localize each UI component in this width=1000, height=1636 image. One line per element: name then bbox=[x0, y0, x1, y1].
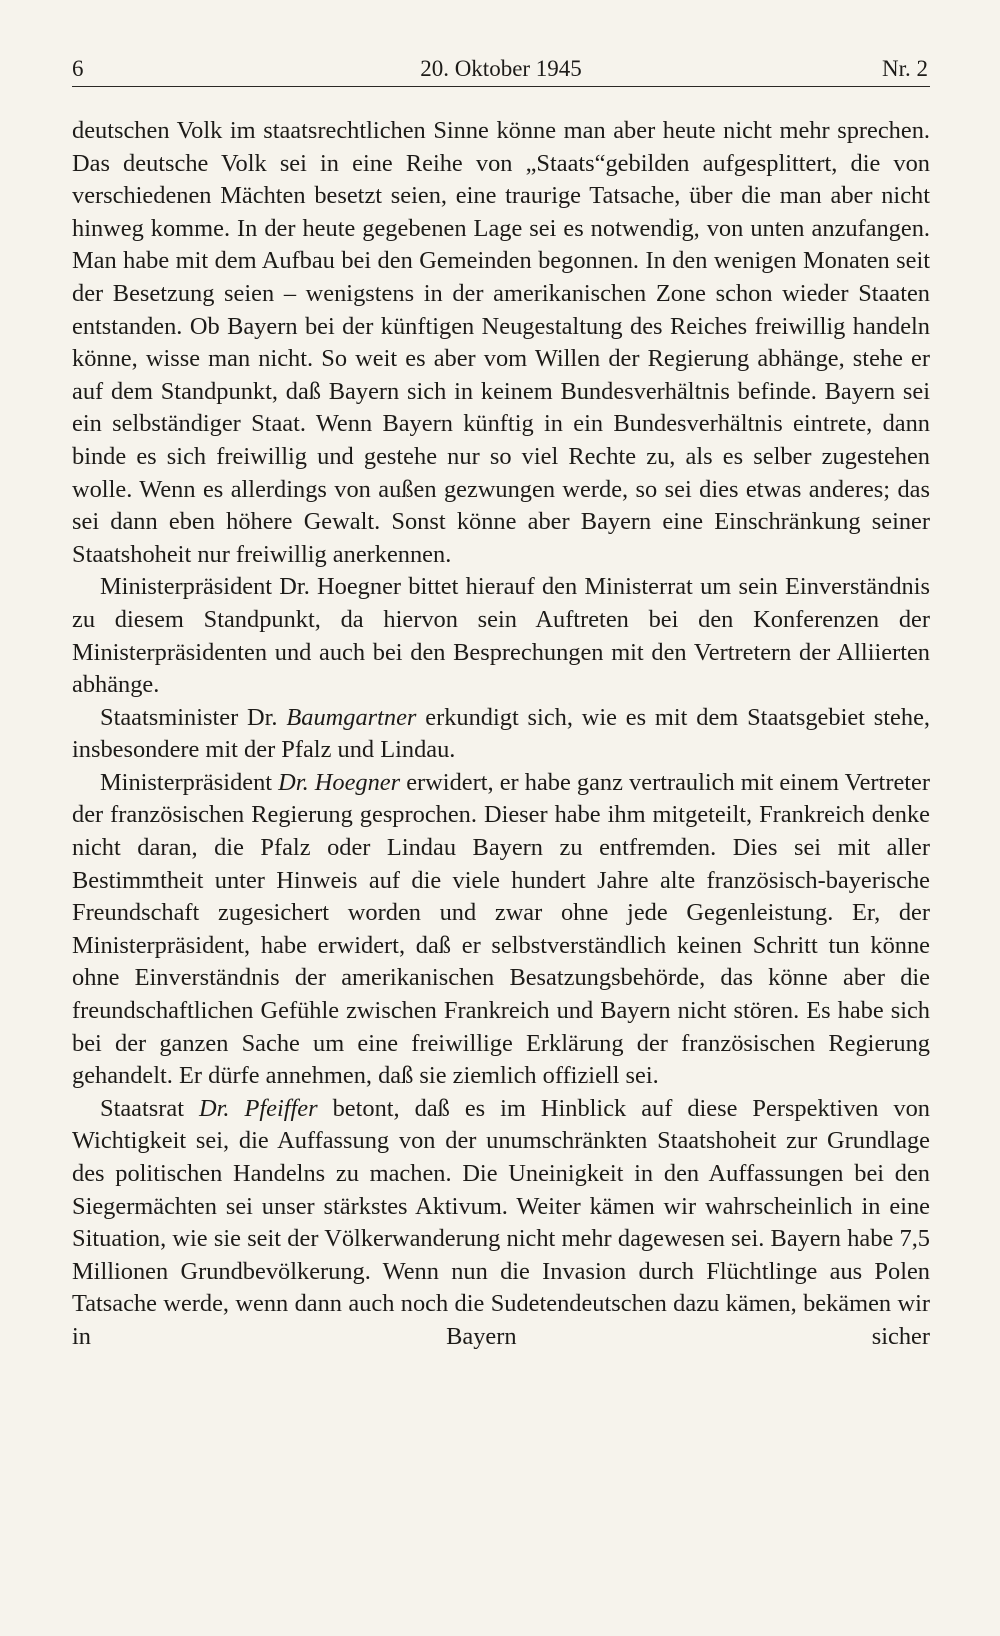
paragraph-text: Ministerpräsident Dr. Hoegner bittet hierauf den Ministerrat um sein Einverständnis zu diesem Standpunkt, da hiervon sein Auftreten bei den Konferenzen der Ministerpräsidenten und auch bei den Besprechungen mit den Vertretern der Alliierten abhänge. bbox=[72, 573, 930, 699]
paragraph-1 bbox=[72, 115, 930, 571]
paragraph-text: erkundigt sich, wie es mit dem Staatsgebiet stehe, insbesondere mit der Pfalz und Lindau. bbox=[72, 703, 930, 764]
paragraph-5 bbox=[72, 1093, 930, 1354]
paragraph-4 bbox=[72, 767, 930, 1093]
running-header bbox=[72, 48, 930, 87]
page-number: 6 bbox=[72, 56, 84, 81]
body-text bbox=[72, 115, 930, 1354]
paragraph-2 bbox=[72, 571, 930, 701]
paragraph-text: erwidert, er habe ganz vertraulich mit einem Vertreter der französischen Regierung gesprochen. Dieser habe ihm mitgeteilt, Frankreich denke nicht daran, die Pfalz oder Lindau Bayern zu entfremden. Dies sei mit aller Bestimmtheit unter Hinweis auf die viele hundert Jahre alte französisch-bayerische Freundschaft zugesichert worden und zwar ohne jede Gegenleistung. Er, der Ministerpräsident, habe erwidert, daß er selbstverständlich keinen Schritt tun könne ohne Einverständnis der amerikanischen Besatzungsbehörde, das könne aber die freundschaftlichen Gefühle zwischen Frankreich und Bayern nicht stören. Es habe sich bei der ganzen Sache um eine freiwillige Erklärung der französischen Regierung gehandelt. Er dürfe annehmen, daß sie ziemlich offiziell sei. bbox=[72, 768, 930, 1090]
paragraph-3 bbox=[72, 702, 930, 767]
paragraph-text: betont, daß es im Hinblick auf diese Perspektiven von Wichtigkeit sei, die Auffassung von der unumschränkten Staatshoheit zur Grundlage des politischen Handelns zu machen. Die Uneinigkeit in den Auffassungen bei den Siegermächten sei unser stärkstes Aktivum. Weiter kämen wir wahrscheinlich in eine Situation, wie sie seit der Völkerwanderung nicht mehr dagewesen sei. Bayern habe 7,5 Millionen Grundbevölkerung. Wenn nun die Invasion durch Flüchtlinge aus Polen Tatsache werde, wenn dann auch noch die Sudetendeutschen dazu kämen, bekämen wir in Bayern sicher bbox=[72, 1094, 930, 1350]
header-date: 20. Oktober 1945 bbox=[420, 56, 582, 81]
paragraph-text: Staatsrat bbox=[100, 1094, 199, 1122]
paragraph-text: Ministerpräsident bbox=[100, 768, 279, 796]
speaker-name: Baumgartner bbox=[286, 703, 417, 731]
header-issue-number: Nr. 2 bbox=[882, 56, 928, 81]
paragraph-text: Staatsminister Dr. bbox=[100, 703, 287, 731]
speaker-name: Dr. Hoegner bbox=[278, 768, 401, 796]
document-page bbox=[72, 48, 930, 1354]
paragraph-text: deutschen Volk im staatsrechtlichen Sinne könne man aber heute nicht mehr sprechen. Das deutsche Volk sei in eine Reihe von „Staats“gebilden aufgesplittert, die von verschiedenen Mächten besetzt seien, eine traurige Tatsache, über die man aber nicht hinweg komme. In der heute gegebenen Lage sei es notwendig, von unten anzufangen. Man habe mit dem Aufbau bei den Gemeinden begonnen. In den wenigen Monaten seit der Besetzung seien – wenigstens in der amerikanischen Zone schon wieder Staaten entstanden. Ob Bayern bei der künftigen Neugestaltung des Reiches freiwillig handeln könne, wisse man nicht. So weit es aber vom Willen der Regierung abhänge, stehe er auf dem Standpunkt, daß Bayern sich in keinem Bundesverhältnis befinde. Bayern sei ein selbständiger Staat. Wenn Bayern künftig in ein Bundesverhältnis eintrete, dann binde es sich freiwillig und gestehe nur so viel Rechte zu, als es selber zugestehen wolle. Wenn es allerdings von außen gezwungen werde, so sei dies etwas anderes; das sei dann eben höhere Gewalt. Sonst könne aber Bayern eine Einschränkung seiner Staatshoheit nur freiwillig anerkennen. bbox=[72, 117, 930, 568]
speaker-name: Dr. Pfeiffer bbox=[198, 1094, 318, 1122]
